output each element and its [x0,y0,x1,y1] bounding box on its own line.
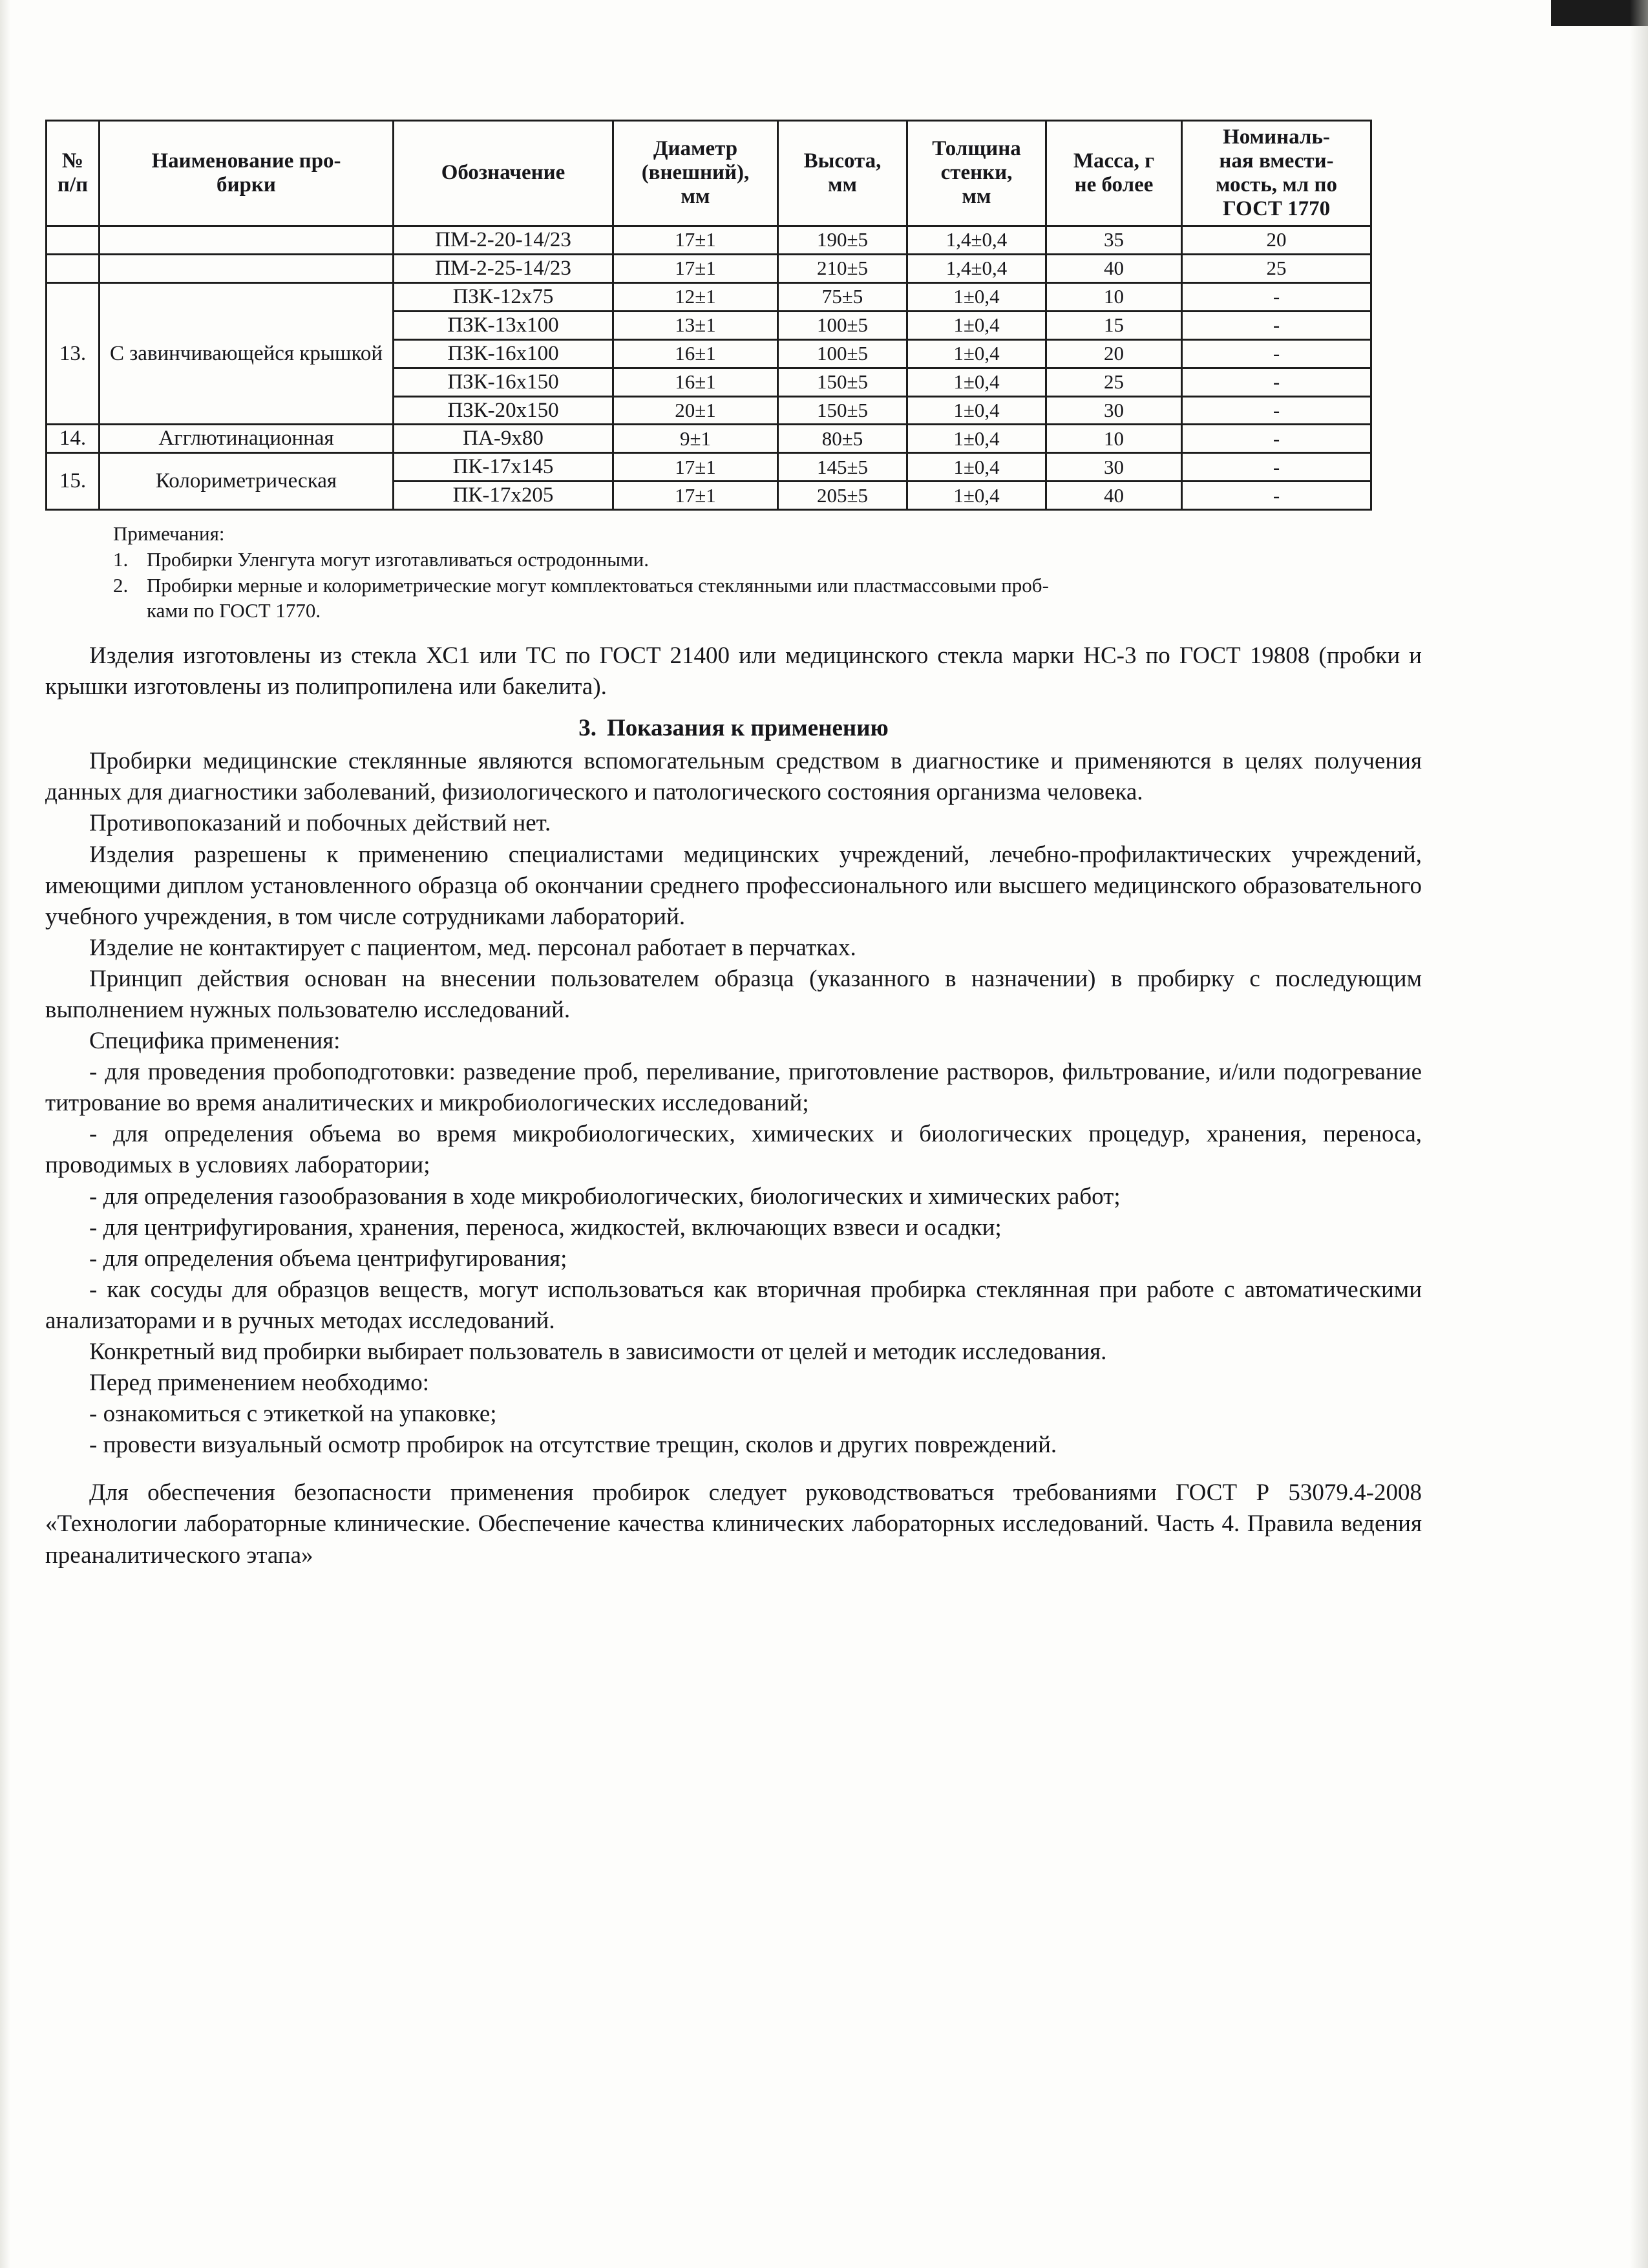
cell-height: 210±5 [778,254,907,282]
column-header-wall-line2: стенки, [940,161,1013,185]
bullet-gas-formation: - для определения газообразования в ходе микробиологических, биологических и химических работ; [89,1183,1121,1210]
cell-diameter: 17±1 [613,226,778,254]
cell-diameter: 9±1 [613,425,778,453]
cell-mass: 20 [1046,339,1182,368]
cell-volume: 20 [1182,226,1371,254]
note-item [113,547,1422,573]
section-heading [45,714,1422,742]
bullet-visual-inspection: - провести визуальный осмотр пробирок на отсутствие трещин, сколов и других повреждений. [89,1432,1057,1459]
cell-volume: - [1182,282,1371,311]
cell-designation: ПЗК-12х75 [394,282,613,311]
spacer [45,624,1422,641]
note-item [113,573,1422,599]
column-header-number-line2: п/п [57,173,89,196]
table-row [47,226,1371,254]
bullet-centrifugation-storage: - для центрифугирования, хранения, переноса, жидкостей, включающих взвеси и осадки; [89,1214,1002,1241]
table-row [47,282,1371,311]
paragraph-safety-gost: Для обеспечения безопасности применения пробирок следует руководствоваться требованиями ГОСТ Р 53079.4-2008 «Технологии лабораторные клинические. Обеспечение качества клинических лабораторных исследований. Часть 4. Правила ведения преаналитического этапа» [45,1479,1422,1569]
column-header-designation: Обозначение [394,121,613,226]
paragraph-no-patient-contact: Изделие не контактирует с пациентом, мед. персонал работает в перчатках. [89,934,856,961]
cell-volume: - [1182,396,1371,425]
cell-mass: 10 [1046,282,1182,311]
cell-mass: 30 [1046,396,1182,425]
cell-wall: 1±0,4 [907,396,1046,425]
notes-title: Примечания: [113,522,225,546]
column-header-wall-line3: мм [962,185,991,209]
column-header-mass-line1: Масса, г [1073,149,1155,173]
cell-volume: - [1182,311,1371,339]
cell-diameter: 20±1 [613,396,778,425]
column-header-diameter-line3: мм [681,185,710,209]
paragraph-contraindications: Противопоказаний и побочных действий нет. [89,810,551,837]
column-header-wall-line1: Толщина [932,137,1021,161]
column-header-height-line2: мм [828,173,857,196]
bullet-read-label: - ознакомиться с этикеткой на упаковке; [89,1401,497,1428]
cell-number: 14. [47,425,100,453]
tube-specification-table [45,120,1372,511]
cell-diameter: 17±1 [613,453,778,482]
cell-name [100,226,394,254]
column-header-volume-line1: Номиналь- [1223,125,1330,149]
cell-height: 190±5 [778,226,907,254]
cell-designation: ПЗК-16х150 [394,368,613,396]
cell-volume: - [1182,453,1371,482]
cell-designation: ПК-17х145 [394,453,613,482]
note-text-continued: ками по ГОСТ 1770. [147,599,321,622]
cell-diameter: 16±1 [613,339,778,368]
paragraph-materials: Изделия изготовлены из стекла ХС1 или ТС по ГОСТ 21400 или медицинского стекла марки НС-3 по ГОСТ 19808 (пробки и крышки изготовлены из полипропилена или бакелита). [45,642,1422,701]
paragraph-usage-specifics-title: Специфика применения: [89,1028,341,1055]
cell-designation: ПК-17х205 [394,482,613,510]
cell-mass: 15 [1046,311,1182,339]
column-header-number [47,121,100,226]
column-header-diameter [613,121,778,226]
cell-wall: 1±0,4 [907,425,1046,453]
cell-diameter: 17±1 [613,254,778,282]
cell-wall: 1±0,4 [907,453,1046,482]
cell-height: 100±5 [778,311,907,339]
cell-wall: 1±0,4 [907,368,1046,396]
cell-wall: 1±0,4 [907,282,1046,311]
scan-artifact-right-edge [1630,0,1648,2268]
paragraph-user-choice: Конкретный вид пробирки выбирает пользователь в зависимости от целей и методик исследования. [89,1339,1107,1365]
bullet-sample-preparation: - для проведения пробоподготовки: разведение проб, переливание, приготовление растворов, фильтрование, и/или подогревание титрование во время аналитических и микробиологических исследований; [45,1059,1422,1117]
cell-wall: 1,4±0,4 [907,226,1046,254]
column-header-name-line2: бирки [217,173,276,196]
note-number: 1. [113,548,129,571]
cell-volume: 25 [1182,254,1371,282]
column-header-wall [907,121,1046,226]
cell-designation: ПМ-2-20-14/23 [394,226,613,254]
cell-number: 15. [47,453,100,510]
cell-number [47,226,100,254]
cell-name: С завинчивающейся крышкой [100,282,394,425]
note-text: Пробирки Уленгута могут изготавливаться остродонными. [147,548,649,571]
scan-artifact-left-edge [0,0,10,2268]
cell-number: 13. [47,282,100,425]
paragraph-before-use-title: Перед применением необходимо: [89,1370,429,1397]
cell-height: 205±5 [778,482,907,510]
bullet-secondary-tube: - как сосуды для образцов веществ, могут использоваться как вторичная пробирка стеклянная при работе с автоматическими анализаторами и в ручных методах исследований. [45,1276,1422,1334]
paragraph-qualified-users: Изделия разрешены к применению специалистами медицинских учреждений, лечебно-профилактических учреждений, имеющими диплом установленного образца об окончании среднего профессионального или высшего медицинского образовательного учебного учреждения, в том числе сотрудниками лабораторий. [45,841,1422,930]
cell-height: 80±5 [778,425,907,453]
cell-diameter: 12±1 [613,282,778,311]
cell-volume: - [1182,482,1371,510]
column-header-height [778,121,907,226]
column-header-mass [1046,121,1182,226]
cell-diameter: 13±1 [613,311,778,339]
spacer [45,1461,1422,1478]
cell-designation: ПЗК-16х100 [394,339,613,368]
table-row [47,254,1371,282]
column-header-diameter-line2: (внешний), [641,161,750,185]
table-row [47,453,1371,482]
bullet-volume-determination: - для определения объема во время микробиологических, химических и биологических процедур, хранения, переноса, проводимых в условиях лаборатории; [45,1121,1422,1179]
cell-height: 150±5 [778,396,907,425]
section-number: 3. [578,715,597,742]
cell-number [47,254,100,282]
column-header-mass-line2: не более [1074,173,1154,196]
paragraph-indications: Пробирки медицинские стеклянные являются вспомогательным средством в диагностике и применяются в целях получения данных для диагностики заболеваний, физиологического и патологического состояния организма человека. [45,748,1422,806]
cell-mass: 35 [1046,226,1182,254]
cell-diameter: 16±1 [613,368,778,396]
cell-height: 145±5 [778,453,907,482]
cell-name [100,254,394,282]
table-notes [45,521,1422,624]
cell-wall: 1±0,4 [907,311,1046,339]
column-header-volume-line3: мость, мл по [1215,173,1338,196]
table-header-row [47,121,1371,226]
cell-wall: 1±0,4 [907,339,1046,368]
note-number: 2. [113,573,129,597]
cell-height: 150±5 [778,368,907,396]
column-header-height-line1: Высота, [803,149,882,173]
cell-mass: 40 [1046,482,1182,510]
cell-height: 75±5 [778,282,907,311]
cell-mass: 30 [1046,453,1182,482]
cell-designation: ПЗК-20х150 [394,396,613,425]
column-header-name [100,121,394,226]
cell-height: 100±5 [778,339,907,368]
table-row [47,425,1371,453]
cell-mass: 40 [1046,254,1182,282]
cell-name: Агглютинационная [100,425,394,453]
cell-name: Колориметрическая [100,453,394,510]
cell-designation: ПА-9х80 [394,425,613,453]
page-content [45,120,1422,1571]
column-header-diameter-line1: Диаметр [653,137,738,161]
cell-wall: 1±0,4 [907,482,1046,510]
cell-mass: 10 [1046,425,1182,453]
cell-volume: - [1182,425,1371,453]
cell-designation: ПМ-2-25-14/23 [394,254,613,282]
cell-designation: ПЗК-13х100 [394,311,613,339]
cell-volume: - [1182,339,1371,368]
section-title: Показания к применению [606,715,889,742]
cell-diameter: 17±1 [613,482,778,510]
column-header-volume-line2: ная вмести- [1219,149,1334,173]
cell-volume: - [1182,368,1371,396]
bullet-centrifugation-volume: - для определения объема центрифугирования; [89,1245,567,1272]
cell-wall: 1,4±0,4 [907,254,1046,282]
note-text: Пробирки мерные и колориметрические могут комплектоваться стеклянными или пластмассовыми проб- [147,573,1049,597]
column-header-volume [1182,121,1371,226]
column-header-name-line1: Наименование про- [151,149,341,173]
column-header-volume-line4: ГОСТ 1770 [1222,196,1331,220]
column-header-number-line1: № [61,149,84,173]
paragraph-operating-principle: Принцип действия основан на внесении пользователем образца (указанного в назначении) в пробирку с последующим выполнением нужных пользователю исследований. [45,965,1422,1023]
cell-mass: 25 [1046,368,1182,396]
